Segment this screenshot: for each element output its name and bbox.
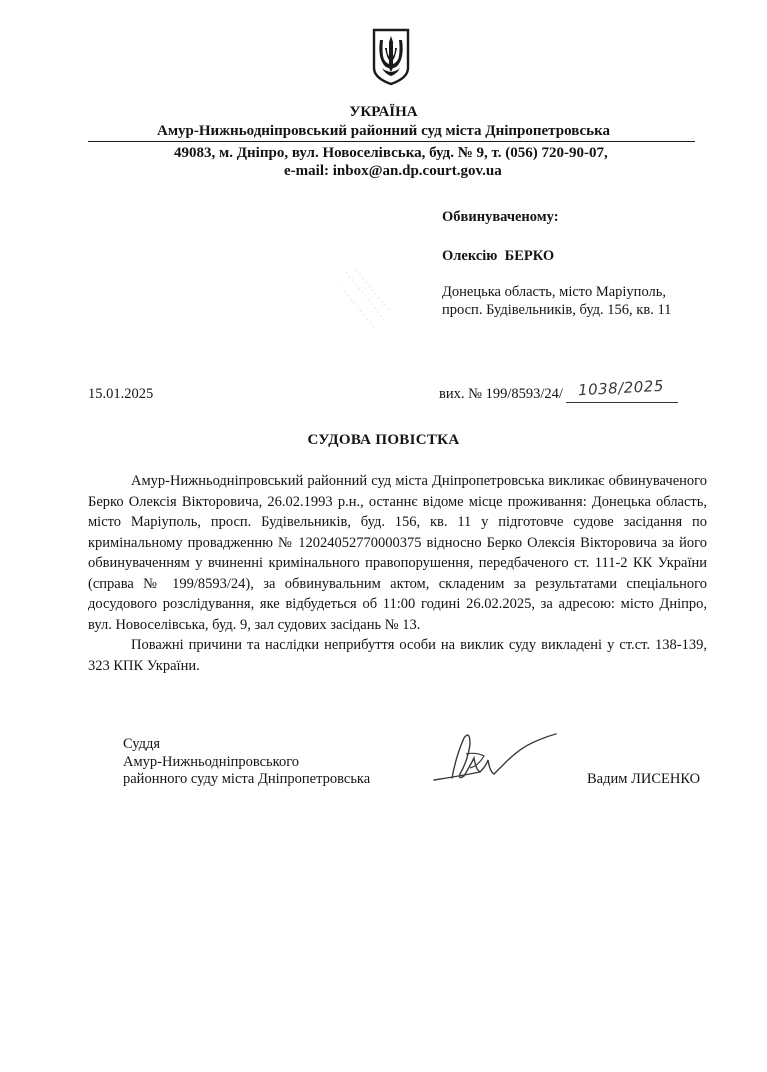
body-paragraph-1: Амур-Нижньодніпровський районний суд міста Дніпропетровська викликає обвинуваченого Берко Олексія Вікторовича, 26.02.1993 р.н., останнє відоме місце проживання: Донецька область, місто Маріуполь, просп. Будівельників, буд. 156, кв. 11 у підготовче судове засідання по кримінальному провадженню № 12024052770000375 відносно Берко Олексія Вікторовича за його обвинуваченням у вчиненні кримінального правопорушення, передбаченого ст. 111-2 КК України (справа № 199/8593/24), за обвинувальним актом, складеним за результатами спеціального досудового розслідування, яке відбудеться об 11:00 годині 26.02.2025, за адресою: місто Дніпро, вул. Новоселівська, буд. 9, зал судових засідань № 13. xyxy=(88,473,707,633)
outgoing-number-underline xyxy=(566,402,678,403)
addressee-role: Обвинуваченому: xyxy=(442,209,559,225)
coat-of-arms-icon xyxy=(371,28,411,86)
addressee-address-line1: Донецька область, місто Маріуполь, xyxy=(442,284,666,300)
court-name: Амур-Нижньодніпровський районний суд міста Дніпропетровська xyxy=(156,123,610,139)
signature-court-line2: районного суду міста Дніпропетровська xyxy=(123,771,371,787)
handwritten-signature xyxy=(430,726,560,788)
addressee-name: Олексію БЕРКО xyxy=(442,248,555,264)
body-paragraph-2: Поважні причини та наслідки неприбуття особи на виклик суду викладені у ст.ст. 138-139, 323 КПК України. xyxy=(88,637,707,674)
court-address: 49083, м. Дніпро, вул. Новоселівська, буд. № 9, т. (056) 720-90-07, xyxy=(174,145,608,161)
document-title: СУДОВА ПОВІСТКА xyxy=(307,432,460,448)
document-date: 15.01.2025 xyxy=(88,386,154,402)
outgoing-number-handwritten: 1038/2025 xyxy=(577,376,665,400)
faint-stamp-mark xyxy=(336,262,396,332)
header-divider xyxy=(88,141,695,142)
signer-name: Вадим ЛИСЕНКО xyxy=(587,771,701,787)
court-email: e-mail: inbox@an.dp.court.gov.ua xyxy=(284,163,502,179)
country-name: УКРАЇНА xyxy=(349,104,418,120)
outgoing-number-prefix: вих. № 199/8593/24/ xyxy=(439,386,563,402)
signature-court-line1: Амур-Нижньодніпровського xyxy=(123,754,300,770)
signature-title: Суддя xyxy=(123,736,161,752)
document-body xyxy=(88,471,707,676)
addressee-address-line2: просп. Будівельників, буд. 156, кв. 11 xyxy=(442,302,672,318)
